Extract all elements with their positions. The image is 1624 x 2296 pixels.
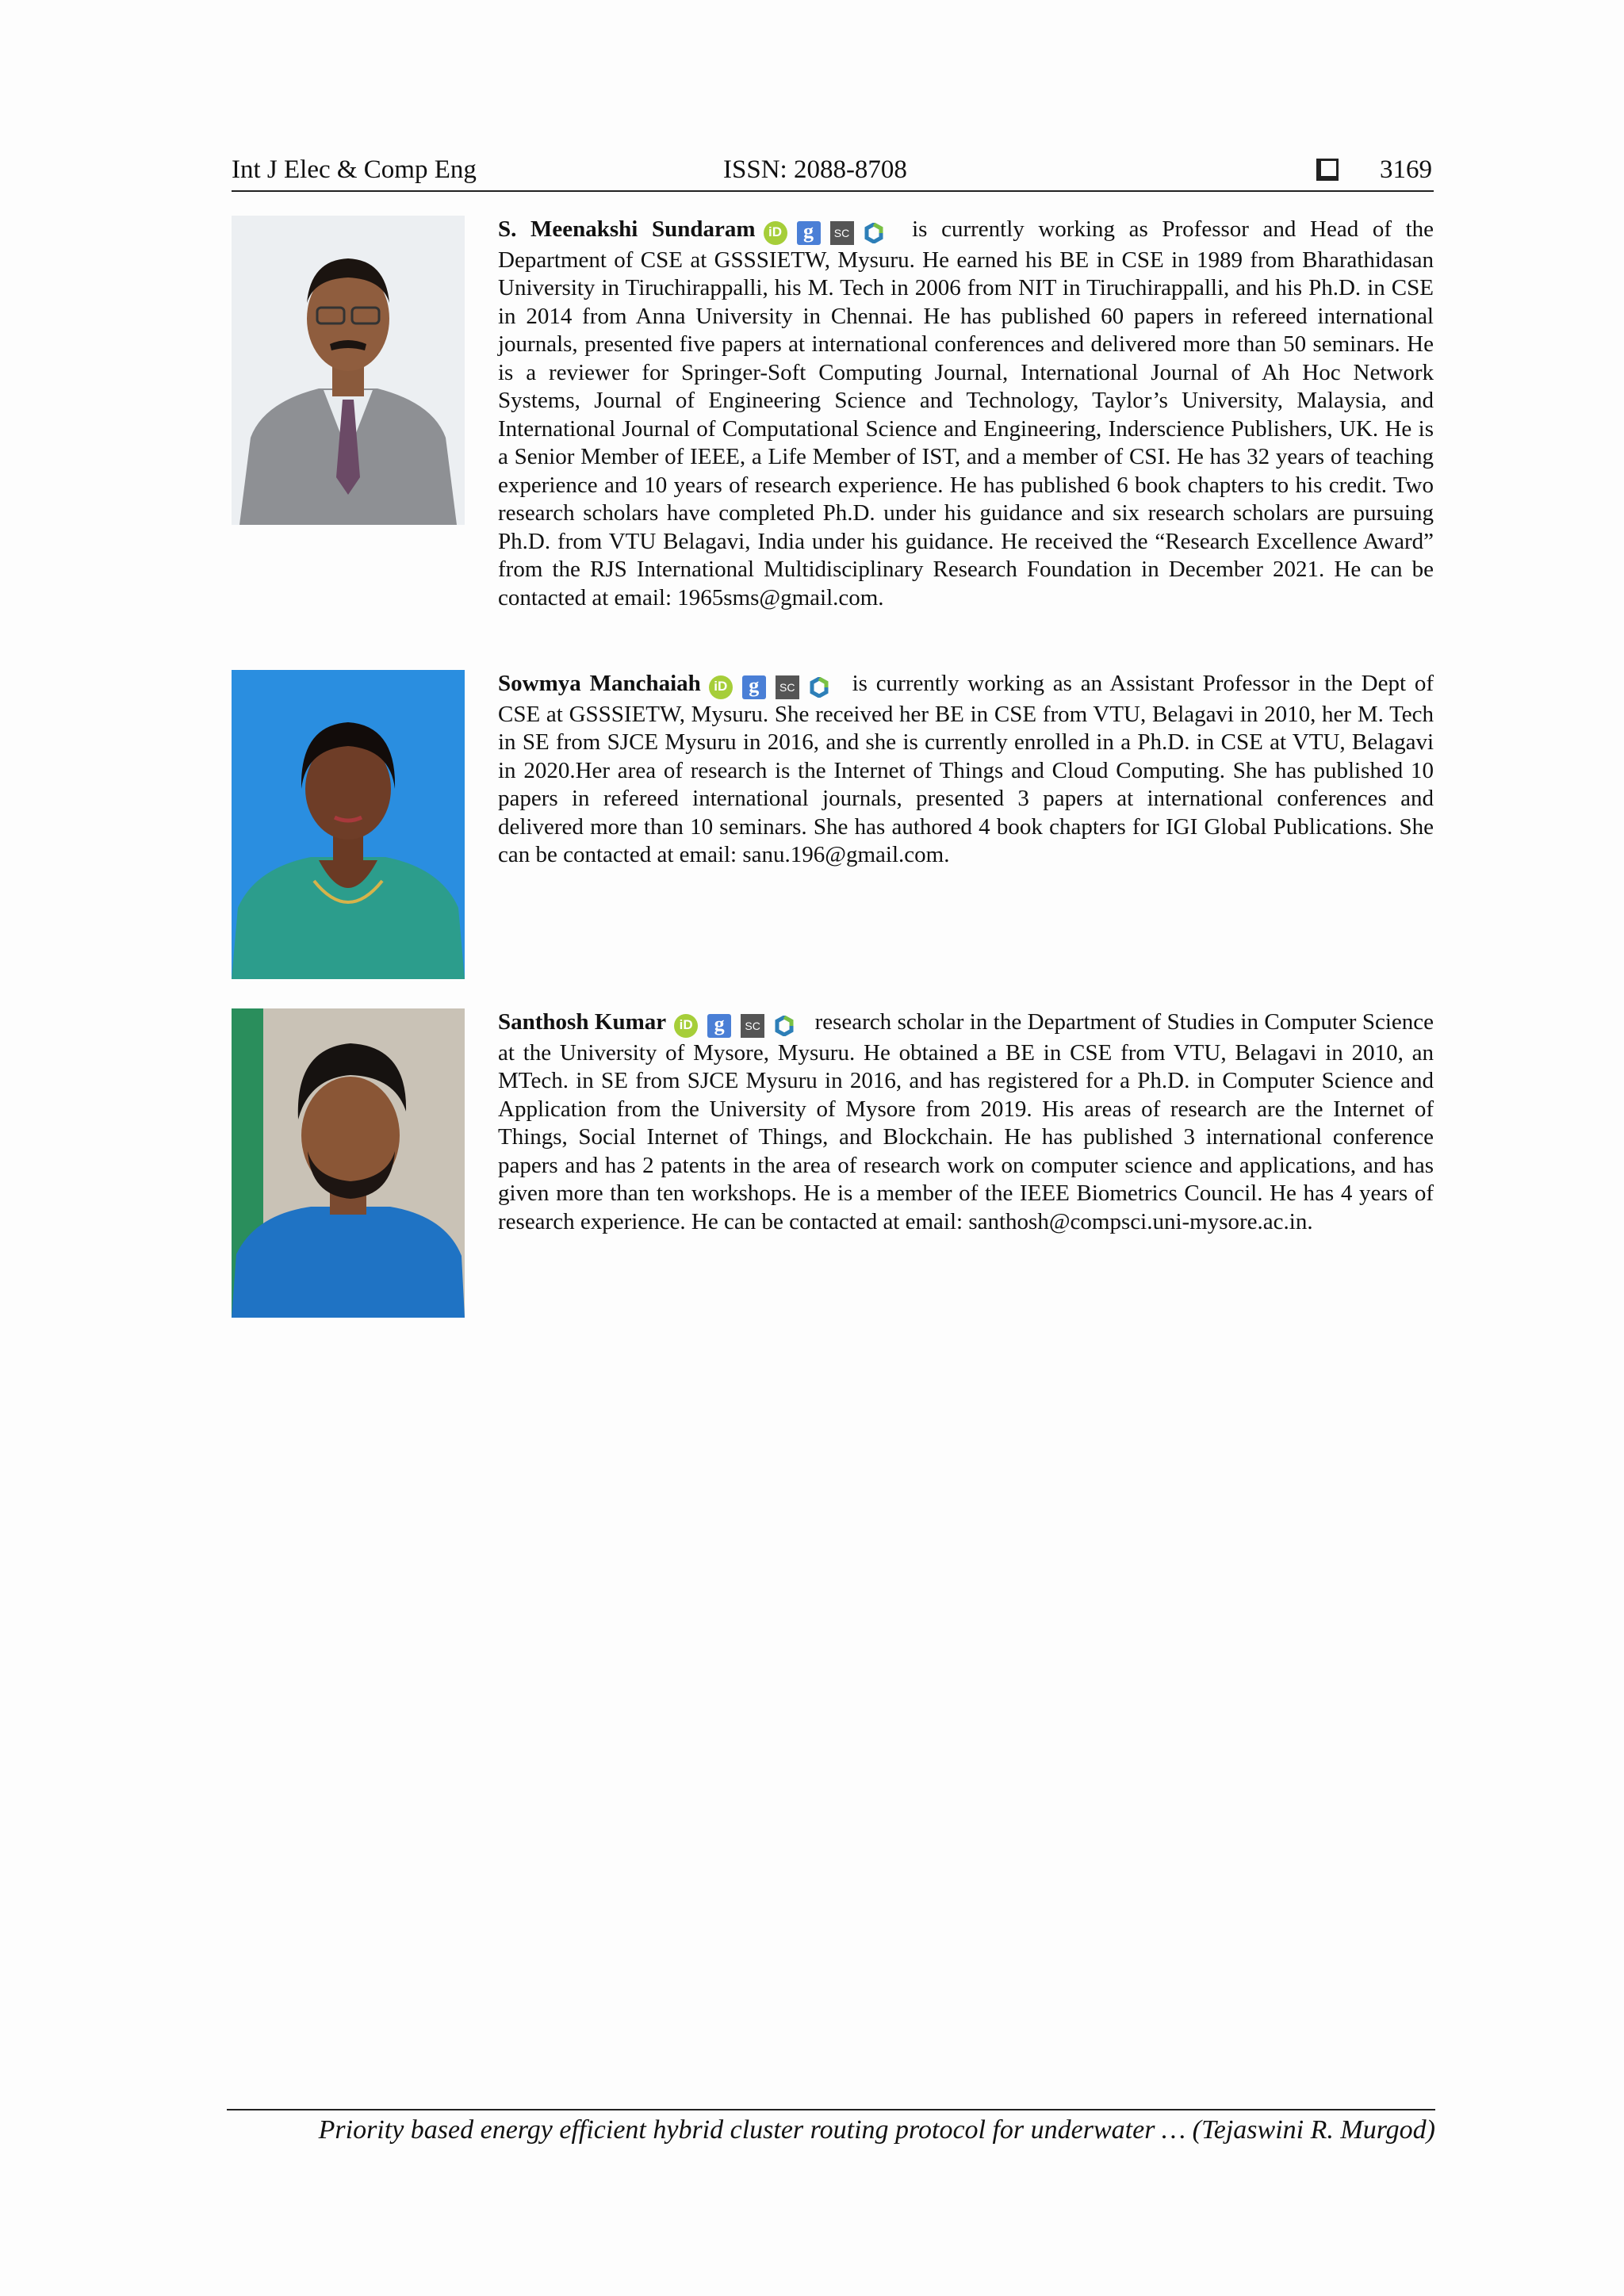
page-number: 3169 (1380, 155, 1432, 184)
issn: ISSN: 2088-8708 (723, 155, 907, 184)
author-bio (232, 670, 1434, 981)
bio-body: is currently working as an Assistant Professor in the Dept of CSE at GSSSIETW, Mysuru. She received her BE in CSE from VTU, Belagavi in 2010, her M. Tech in SE from SJCE Mysuru in 2016, and she is currently enrolled in a Ph.D. in CSE at VTU, Belagavi in 2020.Her area of research is the Internet of Things and Cloud Computing. She has published 10 papers in refereed international journals, presented 3 papers at international conferences and delivered more than 10 seminars. She has authored 4 book chapters for IGI Global Publications. She can be contacted at email: sanu.196@gmail.com. (498, 671, 1434, 867)
scopus-icon[interactable] (776, 675, 799, 699)
bio-body: is currently working as Professor and Head of the Department of CSE at GSSSIETW, Mysuru. He earned his BE in CSE in 1989 from Bharathidasan University in Tiruchirappalli, his M. Tech in 2006 from NIT in Tiruchirappalli, and his Ph.D. in CSE in 2014 from Anna University in Chennai. He has published 60 papers in refereed international journals, presented five papers at international conferences and delivered more than 50 seminars. He is a reviewer for Springer-Soft Computing Journal, International Journal of Ah Hoc Network Systems, Journal of Engineering Science and Technology, Taylor’s University, Malaysia, and International Journal of Computational Science and Engineering, Inderscience Publishers, UK. He is a Senior Member of IEEE, a Life Member of IST, and a member of CSI. He has 32 years of teaching experience and 10 years of research experience. He has published 6 book chapters to his credit. Two research scholars have completed Ph.D. under his guidance and six research scholars are pursuing Ph.D. from VTU Belagavi, India under his guidance. He received the “Research Excellence Award” from the RJS International Multidisciplinary Research Foundation in December 2021. He can be contacted at email: 1965sms@gmail.com. (498, 216, 1434, 610)
scopus-icon[interactable] (830, 221, 854, 245)
google-scholar-icon[interactable] (707, 1014, 731, 1038)
square-bullet-icon (1316, 159, 1339, 181)
orcid-icon[interactable] (709, 675, 733, 699)
profile-icons (674, 1011, 804, 1039)
publons-icon[interactable] (774, 1016, 795, 1036)
author-photo (232, 670, 465, 979)
author-bio (232, 216, 1434, 660)
author-name: Santhosh Kumar (498, 1009, 667, 1035)
bio-text (498, 1008, 1434, 1236)
page-header (232, 152, 1434, 192)
profile-icons (764, 218, 894, 247)
bio-text (498, 216, 1434, 612)
bio-body: research scholar in the Department of Studies in Computer Science at the University of Mysore, Mysuru. He obtained a BE in CSE from VTU, Belagavi in 2010, an MTech. in SE from SJCE Mysuru in 2016, and has registered for a Ph.D. in Computer Science and Application from the University of Mysore from 2019. His areas of research are the Internet of Things, Social Internet of Things, and Blockchain. He has published 3 international conference papers and has 2 patents in the area of research work on computer science and applications, and has given more than ten workshops. He is a member of the IEEE Biometrics Council. He has 4 years of research experience. He can be contacted at email: santhosh@compsci.uni-mysore.ac.in. (498, 1009, 1434, 1234)
google-scholar-icon[interactable] (742, 675, 766, 699)
publons-icon[interactable] (864, 223, 884, 243)
author-name: Sowmya Manchaiah (498, 671, 701, 696)
author-bio (232, 1008, 1434, 1319)
page-footer (227, 2109, 1435, 2145)
profile-icons (709, 672, 839, 701)
author-photo (232, 1008, 465, 1318)
publons-icon[interactable] (809, 677, 829, 698)
author-photo (232, 216, 465, 525)
author-name: S. Meenakshi Sundaram (498, 216, 756, 242)
journal-name: Int J Elec & Comp Eng (232, 155, 477, 184)
scopus-icon[interactable] (741, 1014, 764, 1038)
orcid-icon[interactable] (764, 221, 787, 245)
running-title: Priority based energy efficient hybrid cluster routing protocol for underwater … (Tejaswini R. Murgod) (318, 2115, 1435, 2145)
google-scholar-icon[interactable] (797, 221, 821, 245)
bio-text (498, 670, 1434, 870)
orcid-icon[interactable] (674, 1014, 698, 1038)
